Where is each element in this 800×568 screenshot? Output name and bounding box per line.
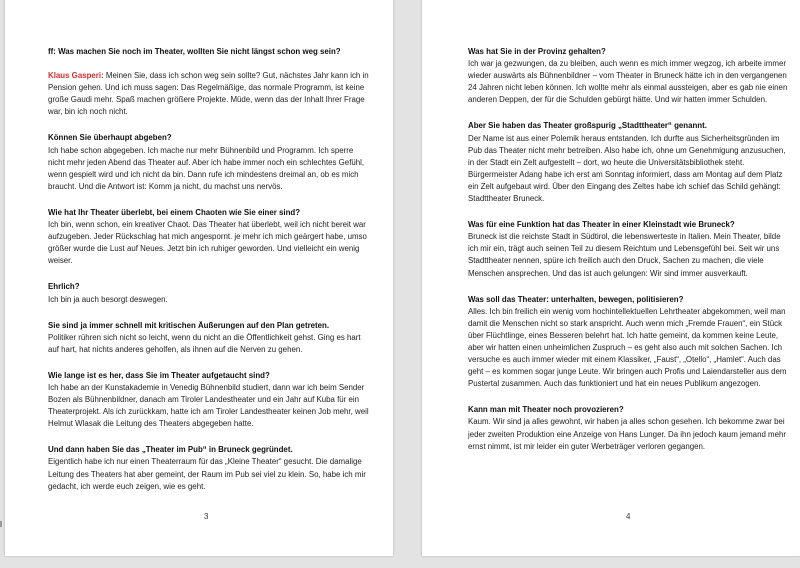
- qa-block: [48, 281, 370, 305]
- qa-block: [468, 46, 788, 106]
- question: Können Sie überhaupt abgeben?: [48, 133, 172, 143]
- answer: [48, 70, 370, 118]
- question: Aber Sie haben das Theater großspurig „Stadttheater“ genannt.: [468, 121, 707, 131]
- answer: Politiker rühren sich nicht so leicht, wenn du nicht an die Öffentlichkeit gehst. Ging es hart auf hart, hat nichts anderes geholfen, als ihnen auf die Nerven zu gehen.: [48, 332, 361, 354]
- answer: Der Name ist aus einer Polemik heraus entstanden. Ich durfte aus Sicherheitsgründen im Pub das Theater nicht mehr betreiben. Also habe ich, ohne um Genehmigung anzusuchen, in der Stadt ein Zelt aufgestellt – dort, wo heute die Universitätsbibliothek steht. Bürgermeister Adang habe ich erst am Sonntag informiert, dass am Montag auf dem Platz ein Zelt aufgebaut wird. Über den Eingang des Zeltes habe ich schief das Schild gehängt: Stadttheater Bruneck.: [468, 133, 786, 204]
- page-4-text: [468, 46, 788, 467]
- document-page-3: [5, 0, 393, 556]
- intro-block: [48, 46, 370, 118]
- answer: Bruneck ist die reichste Stadt in Südtirol, die lebenswerteste in Italien. Mein Theater, bilde ich mir ein, trägt auch seinen Teil zu diesem Reichtum und Lebensgefühl bei. Seit wir uns Stadttheater nennen, spüre ich freilich auch den Druck, Sachen zu machen, die viele Menschen ansprechen. Und das ist auch gelungen: Wir sind immer ausverkauft.: [468, 232, 781, 278]
- qa-block: [48, 444, 370, 492]
- answer-text: Meinen Sie, dass ich schon weg sein sollte? Gut, nächstes Jahr kann ich in Pension gehen. Und ich muss sagen: Das Regelmäßige, das normale Programm, ist keine große Gaudi mehr. Spaß machen größere Projekte. Müde, wenn das der Inhalt Ihrer Frage war, bin ich noch nicht.: [48, 71, 369, 117]
- question: Und dann haben Sie das „Theater im Pub“ in Bruneck gegründet.: [48, 445, 293, 455]
- page-3-text: [48, 46, 370, 507]
- question: Sie sind ja immer schnell mit kritischen Äußerungen auf den Plan getreten.: [48, 320, 330, 330]
- window-edge-marker: [0, 521, 2, 527]
- question: Wie hat Ihr Theater überlebt, bei einem Chaoten wie Sie einer sind?: [48, 207, 301, 217]
- answer: Ich bin, wenn schon, ein kreativer Chaot. Das Theater hat überlebt, weil ich nicht bereit war aufzugeben. Jeder Rückschlag hat mich angespornt. je mehr ich mich geärgert habe, umso größer wurde die Lust auf Neues. Jetzt bin ich ruhiger geworden. Und vielleicht ein wenig weiser.: [48, 220, 367, 266]
- answer: Ich bin ja auch besorgt deswegen.: [48, 294, 168, 304]
- page-number: 4: [626, 512, 631, 521]
- answer: Eigentlich habe ich nur einen Theaterraum für das „Kleine Theater“ gesucht. Die damalige Leitung des Theaters hat aber gemeint, der Raum im Pub sei viel zu klein. So, habe ich mir gedacht, ich werde euch zeigen, wie es geht.: [48, 457, 366, 491]
- question: Wie lange ist es her, dass Sie im Theater aufgetaucht sind?: [48, 370, 270, 380]
- qa-block: [468, 120, 788, 205]
- answer: Alles. Ich bin freilich ein wenig vom hochintellektuellen Lehrtheater abgekommen, weil man damit die Menschen nicht so stark anspricht. Auch wenn mich „Fremde Frauen“, ein Stück über Flüchtlinge, eines Besseren belehrt hat. Ich hatte gemeint, da kommen keine Leute, aber wir hatten einen unheimlichen Zuspruch – es geht also auch mit solchen Sachen. Ich versuche es auch immer wieder mit einem Klassiker, „Faust“, „Otello“, „Hamlet“. Auch das geht – es kommen sogar junge Leute. Wir bringen auch Profis und Laiendarsteller aus dem Pustertal zusammen. Auch das funktioniert und hat ein neues Publikum angezogen.: [468, 306, 787, 389]
- question: ff: Was machen Sie noch im Theater, wollten Sie nicht längst schon weg sein?: [48, 47, 341, 56]
- qa-block: [48, 207, 370, 267]
- speaker-name: Klaus Gasperi:: [48, 71, 104, 81]
- qa-block: [468, 294, 788, 391]
- document-page-4: [422, 0, 800, 556]
- page-number: 3: [204, 512, 209, 521]
- qa-block: [468, 404, 788, 452]
- qa-block: [48, 320, 370, 356]
- answer: Kaum. Wir sind ja alles gewohnt, wir haben ja alles schon gesehen. Ich bekomme zwar bei jeder zweiten Produktion eine Anzeige von Hans Lunger. Da ihn jedoch kaum jemand mehr ernst nimmt, ist mir leider ein guter Werbeträger verloren gegangen.: [468, 417, 787, 451]
- question: Was soll das Theater: unterhalten, bewegen, politisieren?: [468, 294, 684, 304]
- question: Kann man mit Theater noch provozieren?: [468, 405, 624, 415]
- answer: Ich habe an der Kunstakademie in Venedig Bühnenbild studiert, dann war ich beim Sender Bozen als Bühnenbildner, danach am Tiroler Landestheater und ein Jahr auf Kuba für ein Theaterprojekt. Als ich zurückkam, hatte ich am Tiroler Landestheater keinen Job mehr, weil Helmut Wlasak die Leitung des Theaters abgegeben hatte.: [48, 382, 369, 429]
- answer: Ich war ja gezwungen, da zu bleiben, auch wenn es mich immer wegzog, ich arbeite immer wieder auswärts als Bühnenbildner – vom Theater in Bruneck hätte ich in den vergangenen 24 Jahren nicht leben können. Ich wollte mehr als einmal aussteigen, aber es gab nie einen anderen Deppen, der für die Schulden gebürgt hätte. Und wir hatten immer Schulden.: [468, 59, 788, 105]
- answer: Ich habe schon abgegeben. Ich mache nur mehr Bühnenbild und Programm. Ich sperre nicht mehr jeden Abend das Theater auf. Aber ich habe immer noch ein schlechtes Gefühl, wenn gespielt wird und ich nicht da bin. Dann rufe ich mindestens dreimal an, ob es mich braucht. Und die Antwort ist: Komm ja nicht, du machst uns nervös.: [48, 145, 365, 191]
- qa-block: [48, 370, 370, 430]
- qa-block: [468, 219, 788, 279]
- question: Was hat Sie in der Provinz gehalten?: [468, 47, 606, 56]
- question: Was für eine Funktion hat das Theater in einer Kleinstadt wie Bruneck?: [468, 220, 735, 230]
- qa-block: [48, 132, 370, 192]
- question: Ehrlich?: [48, 282, 80, 292]
